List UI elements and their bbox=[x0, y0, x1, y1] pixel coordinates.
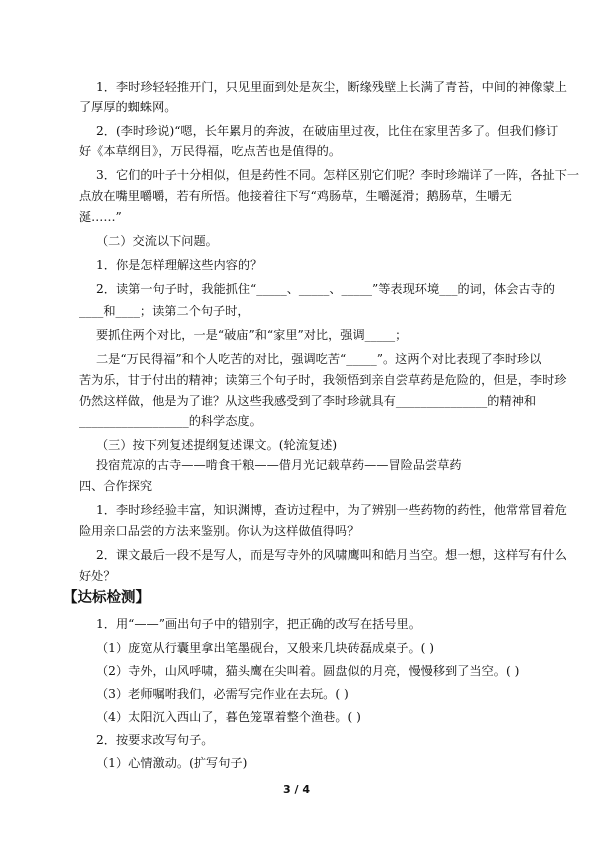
text-line: （4）太阳沉入西山了，暮色笼罩着整个渔巷。( ) bbox=[96, 710, 361, 724]
text-line: 苦为乐，甘于付出的精神；读第三个句子时，我领悟到亲自尝草药是危险的，但是，李时珍 bbox=[79, 373, 567, 387]
text-line: 涎……” bbox=[79, 210, 122, 224]
text-line: __________________的科学态度。 bbox=[79, 414, 262, 428]
text-line: 2．课文最后一段不是写人，而是写寺外的风啸鹰叫和皓月当空。想一想，这样写有什么 bbox=[96, 548, 567, 562]
text-line: 2．按要求改写句子。 bbox=[96, 733, 214, 747]
text-line: 仍然这样做，他是为了谁？从这些我感受到了李时珍就具有_______________的精神和 bbox=[79, 394, 537, 408]
text-line: 2．读第一句子时，我能抓住“_____、_____、_____”等表现环境___的词，体会古寺的 bbox=[96, 282, 555, 296]
text-line: 3．它们的叶子十分相似，但是药性不同。怎样区别它们呢？李时珍端详了一阵，各扯下一 bbox=[96, 168, 580, 182]
text-line: 要抓住两个对比，一是“破庙”和“家里”对比，强调_____； bbox=[96, 328, 408, 342]
text-line: 好《本草纲目》，万民得福，吃点苦也是值得的。 bbox=[79, 144, 342, 158]
text-line: 投宿荒凉的古寺——啃食干粮——借月光记载草药——冒险品尝草药 bbox=[96, 458, 462, 472]
text-line: 1．用“——”画出句子中的错别字，把正确的改写在括号里。 bbox=[96, 617, 421, 631]
text-line: 1．你是怎样理解这些内容的？ bbox=[96, 258, 263, 272]
text-line: 1．李时珍经验丰富，知识渊博，查访过程中，为了辨别一些药物的药性，他常常冒着危 bbox=[96, 503, 567, 517]
text-line: 1．李时珍轻轻推开门，只见里面到处是灰尘，断缘残壁上长满了青苔，中间的神像蒙上 bbox=[96, 80, 567, 94]
section-heading: 四、合作探究 bbox=[79, 479, 153, 493]
text-line: （1）庞宽从行囊里拿出笔墨砚台，又般来几块砖磊成桌子。( ) bbox=[96, 641, 435, 655]
text-line: ____和____；读第二个句子时， bbox=[79, 304, 250, 318]
text-line: 险用亲口品尝的方法来鉴别。你认为这样做值得吗？ bbox=[79, 524, 360, 538]
text-line: 了厚厚的蜘蛛网。 bbox=[79, 100, 177, 114]
text-line: （1）心情激动。(扩写句子) bbox=[96, 756, 248, 770]
text-line: （3）老师嘱咐我们，必需写完作业在去玩。( ) bbox=[96, 687, 349, 701]
text-line: 2．(李时珍说)“嗯，长年累月的奔波，在破庙里过夜，比住在家里苦多了。但我们修订 bbox=[96, 124, 559, 138]
text-line: 点放在嘴里嚼嚼，若有所悟。他接着往下写“鸡肠草，生嚼涎滑；鹅肠草，生嚼无 bbox=[79, 189, 512, 203]
page-number: 3 / 4 bbox=[283, 783, 310, 796]
text-line: （2）寺外，山风呼啸，猫头鹰在尖叫着。圆盘似的月亮，慢慢移到了当空。( ) bbox=[96, 664, 520, 678]
section-title: 【达标检测】 bbox=[63, 590, 150, 606]
text-line: 好处？ bbox=[79, 569, 116, 583]
section-heading: （二）交流以下问题。 bbox=[96, 234, 218, 248]
text-line: 二是“万民得福”和个人吃苦的对比，强调吃苦“_____”。这两个对比表现了李时珍以 bbox=[96, 352, 542, 366]
section-heading: （三）按下列复述提纲复述课文。(轮流复述) bbox=[96, 438, 338, 452]
